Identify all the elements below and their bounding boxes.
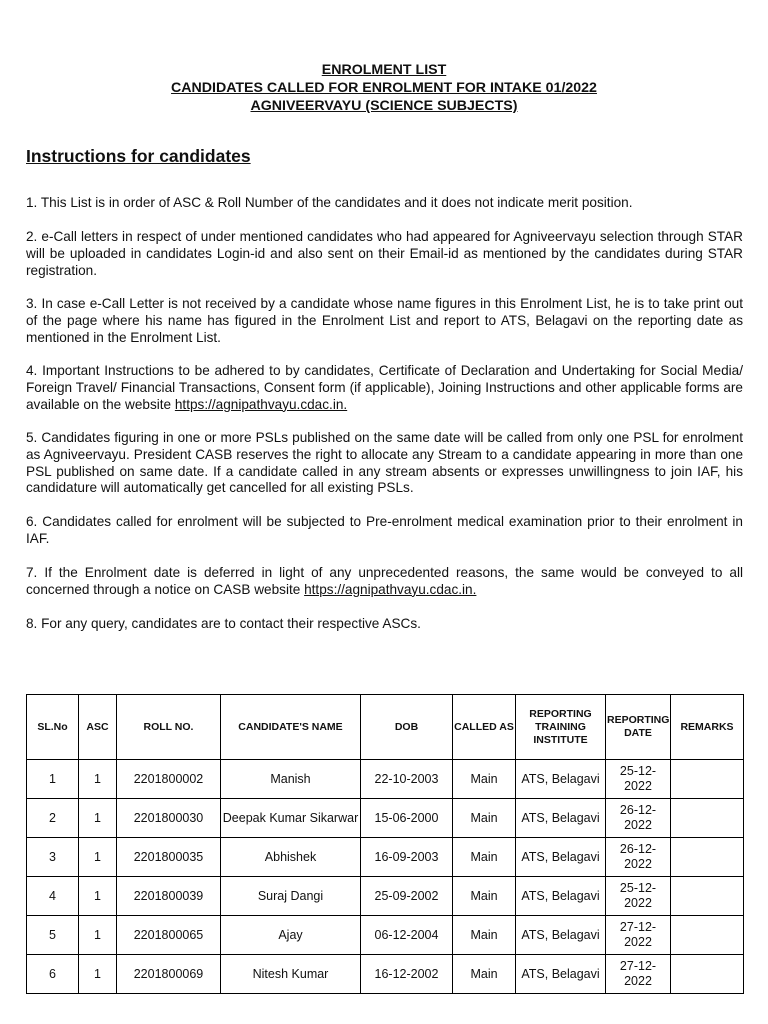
cell-asc: 1 xyxy=(79,955,117,994)
table-header-row xyxy=(27,695,744,760)
col-header-dob: DOB xyxy=(361,695,453,760)
cell-dob: 16-09-2003 xyxy=(361,838,453,877)
instructions-title: Instructions for candidates xyxy=(26,146,251,166)
cell-remarks xyxy=(671,916,744,955)
cell-dob: 06-12-2004 xyxy=(361,916,453,955)
casb-website-link[interactable]: https://agnipathvayu.cdac.in. xyxy=(304,581,477,597)
cell-name: Suraj Dangi xyxy=(221,877,361,916)
cell-institute: ATS, Belagavi xyxy=(516,799,606,838)
col-header-remarks: REMARKS xyxy=(671,695,744,760)
instruction-3: 3. In case e-Call Letter is not received by a candidate whose name figures in this Enrolment List, he is to take print out of the page where his name has figured in the Enrolment List and report to ATS, Belagavi on the reporting date as mentioned in the Enrolment List. xyxy=(26,296,743,345)
col-header-roll: ROLL NO. xyxy=(117,695,221,760)
cell-called: Main xyxy=(453,760,516,799)
col-header-name: CANDIDATE'S NAME xyxy=(221,695,361,760)
cell-slno: 2 xyxy=(27,799,79,838)
cell-slno: 5 xyxy=(27,916,79,955)
table-row xyxy=(27,799,744,838)
cell-remarks xyxy=(671,877,744,916)
cell-slno: 3 xyxy=(27,838,79,877)
table-row xyxy=(27,916,744,955)
table-row xyxy=(27,838,744,877)
header-category: AGNIVEERVAYU (SCIENCE SUBJECTS) xyxy=(250,98,518,114)
cell-name: Abhishek xyxy=(221,838,361,877)
cell-asc: 1 xyxy=(79,760,117,799)
cell-date: 25-12-2022 xyxy=(606,760,671,799)
cell-dob: 16-12-2002 xyxy=(361,955,453,994)
header-title: ENROLMENT LIST xyxy=(321,62,447,78)
instruction-4 xyxy=(26,363,743,413)
cell-roll: 2201800065 xyxy=(117,916,221,955)
cell-asc: 1 xyxy=(79,877,117,916)
cell-roll: 2201800039 xyxy=(117,877,221,916)
cell-slno: 4 xyxy=(27,877,79,916)
table-row xyxy=(27,760,744,799)
cell-name: Ajay xyxy=(221,916,361,955)
cell-called: Main xyxy=(453,916,516,955)
instruction-2: 2. e-Call letters in respect of under mentioned candidates who had appeared for Agniveervayu selection through STAR will be uploaded in candidates Login-id and also sent on their Email-id as mentioned by the candidates during STAR registration. xyxy=(26,229,743,278)
enrolment-table xyxy=(26,694,744,994)
cell-remarks xyxy=(671,955,744,994)
col-header-asc: ASC xyxy=(79,695,117,760)
cell-dob: 22-10-2003 xyxy=(361,760,453,799)
header-subtitle: CANDIDATES CALLED FOR ENROLMENT FOR INTAKE 01/2022 xyxy=(171,80,597,96)
cell-name: Deepak Kumar Sikarwar xyxy=(221,799,361,838)
col-header-slno: SL.No xyxy=(27,695,79,760)
cell-called: Main xyxy=(453,955,516,994)
instruction-5: 5. Candidates figuring in one or more PSLs published on the same date will be called from only one PSL for enrolment as Agniveervayu. President CASB reserves the right to allocate any Stream to a candidate appearing in more than one PSL published on same date. If a candidate called in any stream absents or expresses unwillingness to join IAF, his candidature will automatically get cancelled for all existing PSLs. xyxy=(26,430,743,496)
cell-institute: ATS, Belagavi xyxy=(516,877,606,916)
cell-name: Nitesh Kumar xyxy=(221,955,361,994)
cell-dob: 15-06-2000 xyxy=(361,799,453,838)
cell-institute: ATS, Belagavi xyxy=(516,760,606,799)
col-header-institute: REPORTING TRAINING INSTITUTE xyxy=(516,695,606,760)
cell-roll: 2201800002 xyxy=(117,760,221,799)
cell-date: 25-12-2022 xyxy=(606,877,671,916)
col-header-called: CALLED AS xyxy=(453,695,516,760)
document-header xyxy=(0,61,768,115)
cell-institute: ATS, Belagavi xyxy=(516,916,606,955)
cell-roll: 2201800030 xyxy=(117,799,221,838)
cell-asc: 1 xyxy=(79,799,117,838)
cell-dob: 25-09-2002 xyxy=(361,877,453,916)
cell-date: 27-12-2022 xyxy=(606,955,671,994)
cell-called: Main xyxy=(453,838,516,877)
table-row xyxy=(27,877,744,916)
cell-date: 26-12-2022 xyxy=(606,838,671,877)
cell-remarks xyxy=(671,838,744,877)
cell-remarks xyxy=(671,760,744,799)
cell-name: Manish xyxy=(221,760,361,799)
table-row xyxy=(27,955,744,994)
cell-slno: 1 xyxy=(27,760,79,799)
cell-date: 26-12-2022 xyxy=(606,799,671,838)
cell-institute: ATS, Belagavi xyxy=(516,955,606,994)
col-header-date: REPORTING DATE xyxy=(606,695,671,760)
instruction-7-text: 7. If the Enrolment date is deferred in light of any unprecedented reasons, the same would be conveyed to all concerned through a notice on CASB website xyxy=(26,565,743,597)
cell-remarks xyxy=(671,799,744,838)
cell-institute: ATS, Belagavi xyxy=(516,838,606,877)
instruction-4-text: 4. Important Instructions to be adhered to by candidates, Certificate of Declaration and Undertaking for Social Media/ Foreign Travel/ Financial Transactions, Consent form (if applicable), Joining Instructions and other applicable forms are available on the website xyxy=(26,363,743,412)
cell-called: Main xyxy=(453,877,516,916)
cell-asc: 1 xyxy=(79,916,117,955)
instruction-8: 8. For any query, candidates are to contact their respective ASCs. xyxy=(26,616,421,631)
cell-called: Main xyxy=(453,799,516,838)
instruction-6: 6. Candidates called for enrolment will be subjected to Pre-enrolment medical examination prior to their enrolment in IAF. xyxy=(26,514,743,546)
instruction-7 xyxy=(26,565,743,599)
cell-roll: 2201800035 xyxy=(117,838,221,877)
cell-roll: 2201800069 xyxy=(117,955,221,994)
website-link[interactable]: https://agnipathvayu.cdac.in. xyxy=(174,396,348,412)
cell-date: 27-12-2022 xyxy=(606,916,671,955)
cell-asc: 1 xyxy=(79,838,117,877)
cell-slno: 6 xyxy=(27,955,79,994)
instruction-1: 1. This List is in order of ASC & Roll Number of the candidates and it does not indicate merit position. xyxy=(26,195,633,210)
